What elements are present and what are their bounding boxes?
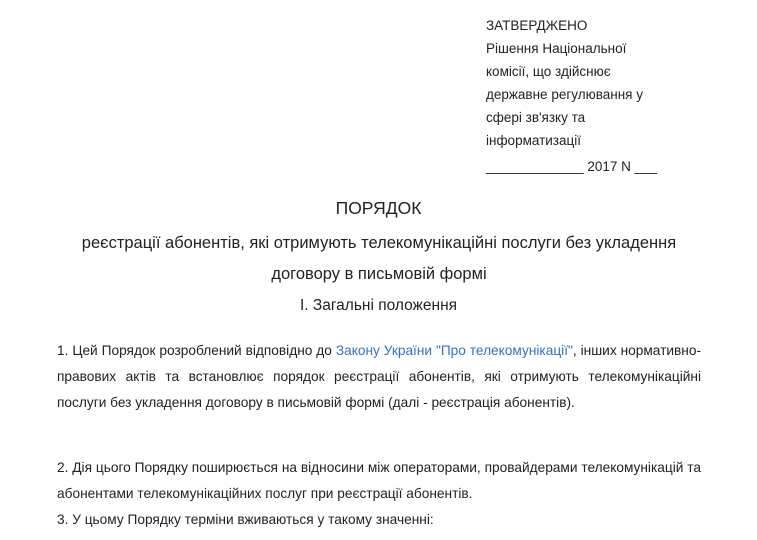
paragraph-1-text-after-link: , інших нормативно-правових актів та встановлює порядок реєстрації абонентів, які отримують телекомунікаційні послуги без укладення договору в письмовій формі (далі - реєстрація абонентів). [57, 343, 702, 410]
paragraph-1-text-before-link: 1. Цей Порядок розроблений відповідно до [57, 343, 336, 358]
approval-line-4: державне регулювання у [486, 87, 643, 102]
paragraph-1 [57, 338, 701, 416]
page-title: ПОРЯДОК [335, 198, 422, 218]
approval-line-5: сфері зв'язку та [486, 110, 586, 125]
approval-line-3: комісії, що здійснює [486, 64, 611, 79]
approval-date-line: _____________ 2017 N ___ [486, 159, 658, 174]
paragraph-3: 3. У цьому Порядку терміни вживаються у такому значенні: [57, 512, 434, 527]
approval-line-1: ЗАТВЕРДЖЕНО [486, 18, 588, 33]
paragraph-2: 2. Дія цього Порядку поширюється на відносини між операторами, провайдерами телекомунікацій та абонентами телекомунікаційних послуг при реєстрації абонентів. [57, 460, 701, 501]
approval-line-2: Рішення Національної [486, 41, 627, 56]
page-subtitle: реєстрації абонентів, які отримують телекомунікаційні послуги без укладення договору в письмовій формі [81, 234, 677, 283]
approval-block [486, 14, 686, 178]
approval-line-6: інформатизації [486, 133, 581, 148]
section-heading: I. Загальні положення [299, 297, 458, 314]
law-link[interactable]: Закону України "Про телекомунікації" [335, 343, 573, 358]
